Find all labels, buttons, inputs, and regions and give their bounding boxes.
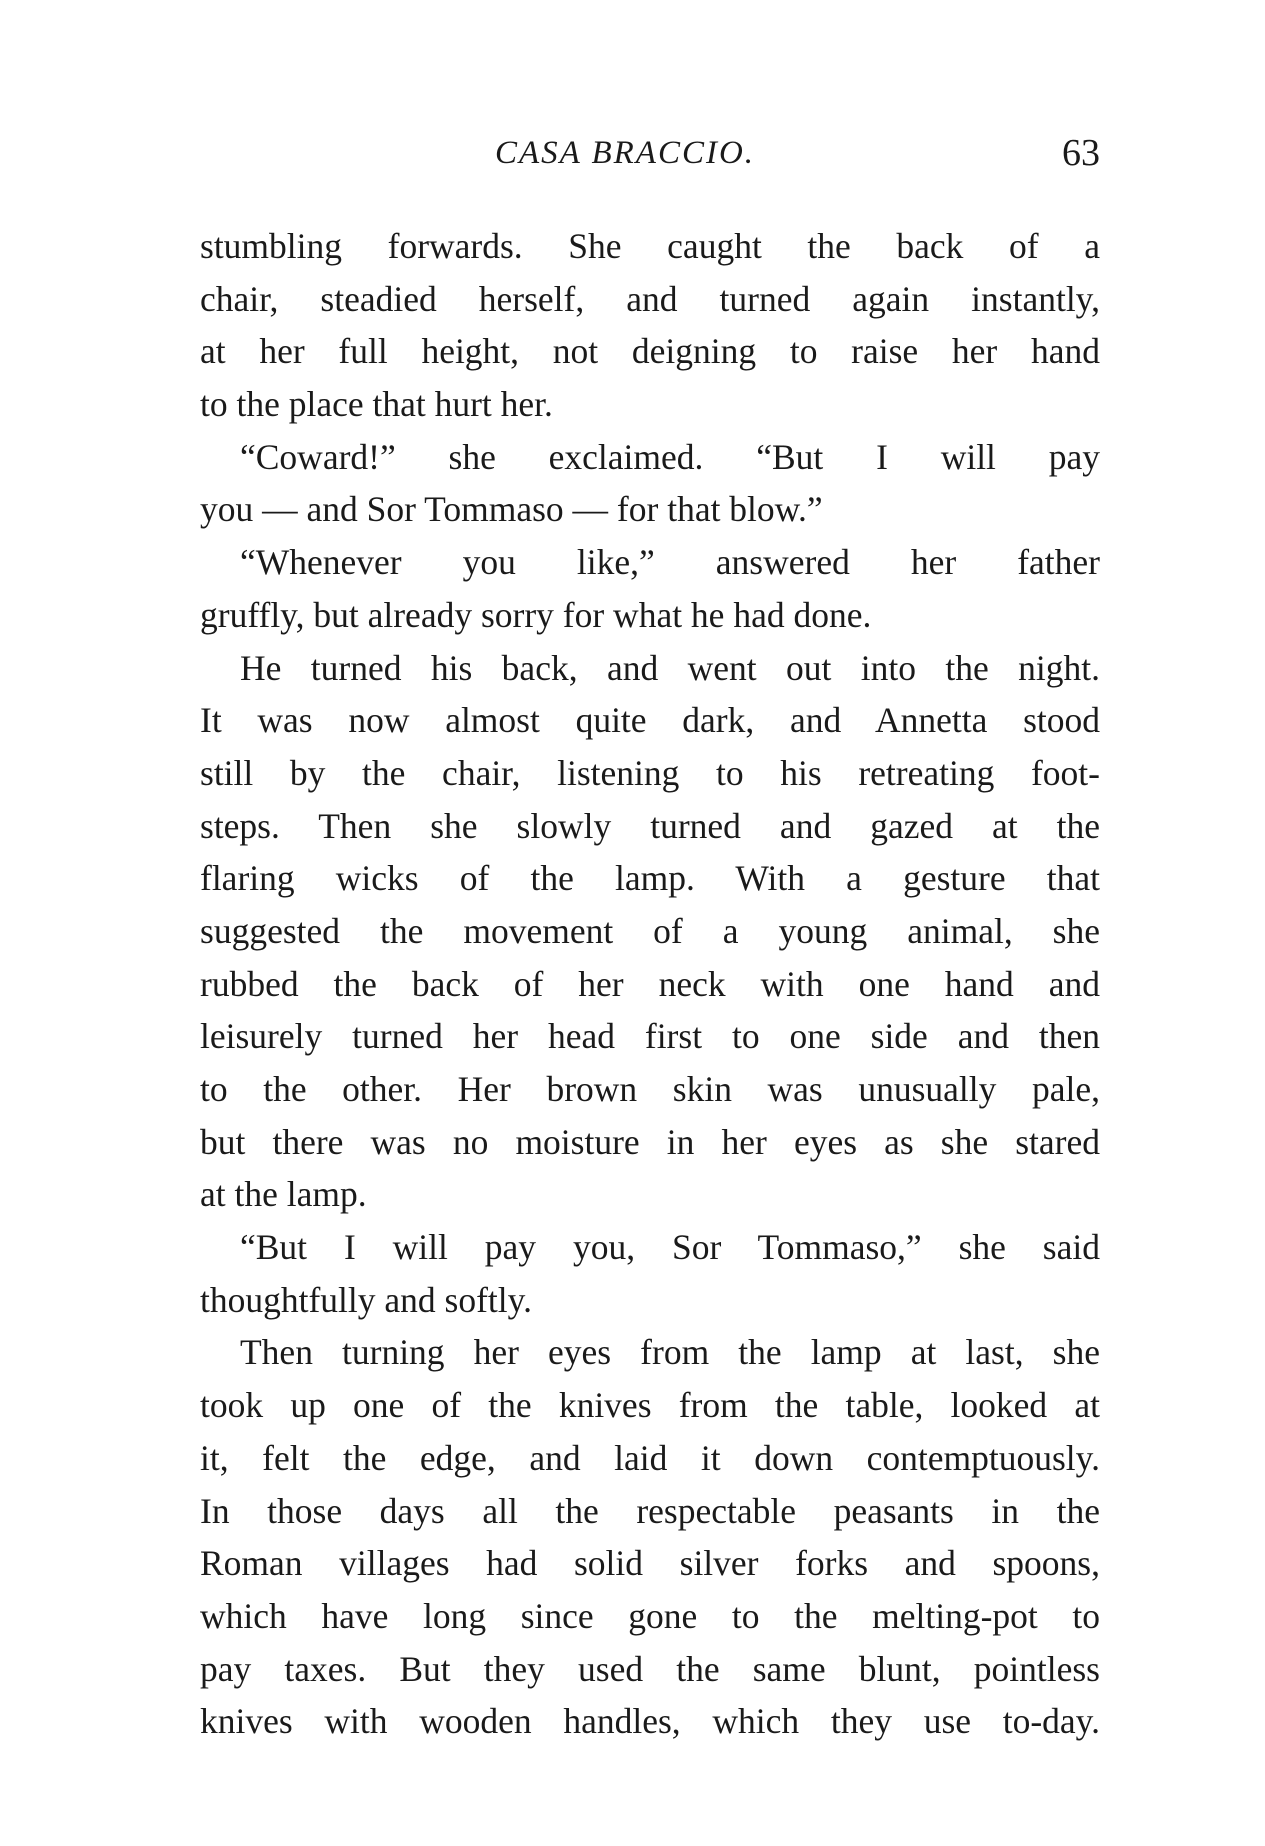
text-line: chair, steadied herself, and turned again instantly, — [200, 278, 1100, 319]
text-line: leisurely turned her head first to one side and then — [200, 1016, 1100, 1057]
body-text — [200, 220, 1100, 1748]
text-line: steps. Then she slowly turned and gazed at the — [200, 805, 1100, 846]
paragraph — [200, 1326, 1100, 1748]
text-line: stumbling forwards. She caught the back of a — [200, 226, 1100, 266]
text-line: Then turning her eyes from the lamp at last, she — [240, 1332, 1100, 1373]
text-line: In those days all the respectable peasants in the — [200, 1490, 1100, 1531]
text-line: gruffly, but already sorry for what he had done. — [200, 594, 872, 635]
text-line: which have long since gone to the melting-pot to — [200, 1595, 1100, 1636]
text-line: you — and Sor Tommaso — for that blow.” — [200, 489, 823, 530]
text-line: “Coward!” she exclaimed. “But I will pay — [240, 436, 1100, 477]
paragraph — [200, 1221, 1100, 1326]
text-line: took up one of the knives from the table, looked at — [200, 1385, 1100, 1426]
paragraph — [200, 536, 1100, 641]
text-line: suggested the movement of a young animal, she — [200, 910, 1100, 951]
text-line: to the place that hurt her. — [200, 384, 553, 425]
text-line: thoughtfully and softly. — [200, 1279, 532, 1320]
text-line: He turned his back, and went out into the night. — [240, 647, 1100, 688]
page-number: 63 — [1062, 132, 1100, 174]
text-line: pay taxes. But they used the same blunt, pointless — [200, 1648, 1100, 1689]
text-line: “But I will pay you, Sor Tommaso,” she said — [240, 1227, 1100, 1268]
text-line: It was now almost quite dark, and Annetta stood — [200, 700, 1100, 741]
text-line: it, felt the edge, and laid it down contemptuously. — [200, 1437, 1100, 1478]
text-line: rubbed the back of her neck with one hand and — [200, 963, 1100, 1004]
paragraph — [200, 642, 1100, 1222]
text-line: Roman villages had solid silver forks and spoons, — [200, 1543, 1100, 1584]
paragraph — [200, 431, 1100, 536]
page-header — [200, 128, 1100, 178]
text-line: at her full height, not deigning to raise her hand — [200, 331, 1100, 372]
text-line: at the lamp. — [200, 1174, 367, 1215]
text-line: “Whenever you like,” answered her father — [240, 542, 1100, 583]
text-line: to the other. Her brown skin was unusually pale, — [200, 1069, 1100, 1109]
text-line: flaring wicks of the lamp. With a gesture that — [200, 858, 1100, 899]
text-line: still by the chair, listening to his retreating foot- — [200, 752, 1100, 793]
text-line: but there was no moisture in her eyes as she stared — [200, 1121, 1100, 1162]
paragraph — [200, 220, 1100, 431]
text-line: knives with wooden handles, which they use to-day. — [200, 1701, 1100, 1742]
running-title: CASA BRACCIO. — [495, 135, 756, 171]
